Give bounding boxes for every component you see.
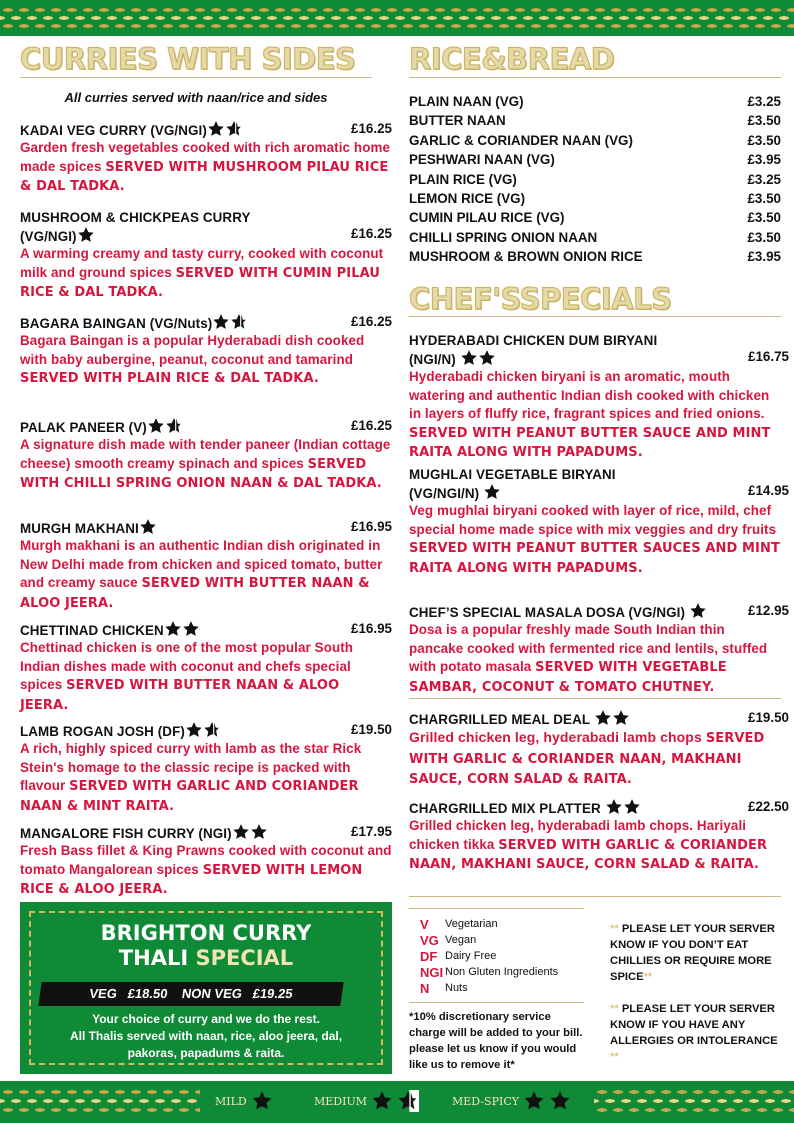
dish-price: £16.25	[351, 418, 392, 433]
rice-bread-item	[409, 208, 781, 227]
curry-item	[20, 620, 392, 715]
legend-abbr: DF	[420, 948, 438, 964]
dish-served-with: SERVED WITH PLAIN RICE & DAL TADKA.	[20, 371, 319, 386]
dish-name: LAMB ROGAN JOSH (DF)	[20, 724, 185, 739]
dish-price: £12.95	[748, 603, 789, 618]
dish-name: CHARGRILLED MIX PLATTER	[409, 801, 601, 816]
dish-served-with: SERVED WITH PEANUT BUTTER SAUCE AND MINT RAITA ALONG WITH PAPADUMS.	[409, 425, 771, 460]
rice-bread-item	[409, 111, 781, 130]
star-icon	[612, 709, 630, 727]
spice-level	[215, 1090, 273, 1112]
rice-bread-item	[409, 150, 781, 169]
star-icon	[483, 483, 501, 501]
item-name: PLAIN NAAN (VG)	[409, 94, 524, 109]
legend-row	[409, 948, 584, 964]
star-icon	[594, 709, 612, 727]
curry-item	[20, 417, 392, 494]
star-icon	[549, 1090, 571, 1112]
star-icon	[371, 1090, 393, 1112]
dish-price: £16.25	[351, 226, 392, 241]
dish-served-with: SERVED WITH BUTTER NAAN & ALOO JEERA.	[20, 678, 340, 713]
curry-item	[20, 518, 392, 613]
dish-served-with: SERVED WITH CUMIN PILAU RICE & DAL TADKA.	[20, 265, 380, 300]
dish-description: Veg mughlai biryani cooked with layer of rice, mild, chef special home made spice with mix veggies and dry fruits SERVED WITH PEANUT BUTTER SAUCES AND MINT RAITA ALONG WITH PAPADUMS.	[409, 503, 780, 576]
legend-label: Non Gluten Ingredients	[445, 966, 559, 978]
dietary-legend	[409, 908, 584, 1003]
dish-description: Murgh makhani is an authentic Indian dish originated in New Delhi made from chicken and spiced tomato, butter and creamy sauce SERVED WITH BUTTER NAAN & ALOO JEERA.	[20, 538, 383, 611]
dish-served-with: SERVED WITH CHILLI SPRING ONION NAAN & DAL TADKA.	[20, 456, 382, 491]
curry-item	[20, 721, 392, 816]
legend-abbr: VG	[420, 932, 439, 948]
half-star-icon	[203, 721, 221, 739]
chef-specials-heading: CHEF'SSPECIALS	[409, 282, 672, 316]
item-price: £3.50	[747, 210, 781, 226]
dish-served-with: SERVED WITH BUTTER NAAN & ALOO JEERA.	[20, 576, 370, 611]
dish-name: HYDERABADI CHICKEN DUM BIRYANI	[409, 333, 658, 348]
dish-name: MANGALORE FISH CURRY (NGI)	[20, 826, 232, 841]
thali-title-line1: BRIGHTON CURRY	[100, 921, 312, 945]
dish-description: Dosa is a popular freshly made South Indian thin pancake cooked with fermented rice and lentils, stuffed with potato masala SERVED WITH VEGETABLE SAMBAR, COCONUT & TOMATO CHUTNEY.	[409, 622, 768, 695]
dish-description: Chettinad chicken is one of the most popular South Indian dishes made with coconut and chefs special spices SERVED WITH BUTTER NAAN & ALOO JEERA.	[20, 640, 354, 713]
star-icon	[212, 313, 230, 331]
top-decorative-band	[0, 0, 794, 36]
rice-bread-item	[409, 92, 781, 111]
legend-row	[409, 932, 584, 948]
legend-row	[409, 964, 584, 980]
legend-label: Nuts	[445, 982, 468, 994]
special-item	[409, 798, 789, 875]
dish-description: A warming creamy and tasty curry, cooked with coconut milk and ground spices SERVED WITH CUMIN PILAU RICE & DAL TADKA.	[20, 246, 384, 300]
dish-description: Garden fresh vegetables cooked with rich aromatic home made spices SERVED WITH MUSHROOM PILAU RICE & DAL TADKA.	[20, 140, 391, 194]
dish-name: CHEF’S SPECIAL MASALA DOSA (VG/NGI)	[409, 605, 686, 620]
item-name: MUSHROOM & BROWN ONION RICE	[409, 249, 643, 265]
dish-price: £16.95	[351, 519, 392, 534]
chilli-note: ** PLEASE LET YOUR SERVER KNOW IF YOU DON’T EAT CHILLIES OR REQUIRE MORE SPICE**	[610, 923, 775, 983]
rice-bread-heading: RICE&BREAD	[409, 42, 615, 76]
dish-name: KADAI VEG CURRY (VG/NGI)	[20, 123, 207, 138]
item-price: £3.95	[747, 249, 781, 265]
allergy-note: ** PLEASE LET YOUR SERVER KNOW IF YOU HAVE ANY ALLERGIES OR INTOLERANCE **	[610, 1003, 778, 1063]
spice-label: MILD	[215, 1094, 247, 1108]
item-price: £3.95	[747, 152, 781, 168]
half-star-icon	[225, 120, 243, 138]
dish-name: MURGH MAKHANI	[20, 521, 139, 536]
item-price: £3.50	[747, 113, 781, 129]
curries-subtitle: All curries served with naan/rice and sides	[64, 90, 328, 105]
rice-bread-item	[409, 228, 781, 247]
special-item	[409, 709, 789, 790]
item-name: GARLIC & CORIANDER NAAN (VG)	[409, 132, 633, 148]
item-price: £3.25	[747, 171, 781, 187]
spice-label: MED-SPICY	[452, 1094, 519, 1108]
special-item	[409, 602, 789, 697]
dish-served-with: SERVED WITH VEGETABLE SAMBAR, COCONUT & TOMATO CHUTNEY.	[409, 660, 727, 695]
rice-bread-item	[409, 189, 781, 208]
dish-description: A signature dish made with tender paneer (Indian cottage cheese) smooth creamy spinach and spices SERVED WITH CHILLI SPRING ONION NAAN & DAL TADKA.	[20, 437, 391, 491]
star-icon	[478, 349, 496, 367]
specials-divider-1	[409, 698, 781, 699]
half-star-icon	[397, 1090, 419, 1112]
dish-served-with: SERVED WITH PEANUT BUTTER SAUCES AND MINT RAITA ALONG WITH PAPADUMS.	[409, 541, 780, 576]
spice-label: MEDIUM	[314, 1094, 367, 1108]
dish-name: MUGHLAI VEGETABLE BIRYANI	[409, 467, 616, 482]
dish-served-with: SERVED WITH GARLIC & CORIANDER NAAN, MAKHANI SAUCE, CORN SALAD & RAITA.	[409, 837, 768, 872]
dish-price: £17.95	[351, 824, 392, 839]
dish-description: Hyderabadi chicken biryani is an aromatic, mouth watering and authentic Indian dish cooked with chicken in layers of fluffy rice, fragrant spices and fried onions. SERVED WITH PEANUT BUTTER SAUCE AND MINT RAITA ALONG WITH PAPADUMS.	[409, 369, 771, 460]
half-star-icon	[230, 313, 248, 331]
dish-price: £16.25	[351, 121, 392, 136]
star-icon	[207, 120, 225, 138]
dish-name: CHETTINAD CHICKEN	[20, 623, 164, 638]
spice-level	[452, 1090, 571, 1112]
specials-divider-2	[409, 896, 781, 897]
dish-served-with: SERVED WITH GARLIC AND CORIANDER NAAN & MINT RAITA.	[20, 779, 359, 814]
star-icon	[182, 620, 200, 638]
dish-price: £22.50	[748, 799, 789, 814]
star-icon	[164, 620, 182, 638]
chef-heading-rule	[409, 316, 781, 317]
thali-description: Your choice of curry and we do the rest. All Thalis served with naan, rice, aloo jeera, dal, pakoras, papadums & raita.	[69, 1012, 343, 1060]
dish-price: £19.50	[351, 722, 392, 737]
item-price: £3.50	[747, 132, 781, 148]
star-icon	[185, 721, 203, 739]
curries-heading-rule	[20, 77, 372, 78]
thali-title-line2: THALI SPECIAL	[118, 946, 294, 970]
legend-row	[409, 980, 584, 996]
star-icon	[250, 823, 268, 841]
dish-price: £16.25	[351, 314, 392, 329]
star-icon	[77, 226, 95, 244]
dish-price: £16.95	[351, 621, 392, 636]
star-icon	[605, 798, 623, 816]
dish-name: PALAK PANEER (V)	[20, 420, 147, 435]
star-icon	[147, 417, 165, 435]
star-icon	[523, 1090, 545, 1112]
dish-name: BAGARA BAINGAN (VG/Nuts)	[20, 316, 213, 331]
dish-description: Fresh Bass fillet & King Prawns cooked with coconut and tomato Mangalorean spices SERVED WITH LEMON RICE & ALOO JEERA.	[20, 843, 392, 897]
star-icon	[139, 518, 157, 536]
legend-label: Vegan	[445, 934, 477, 946]
rice-heading-rule	[409, 77, 781, 78]
legend-abbr: NGI	[420, 964, 444, 980]
dish-description: A rich, highly spiced curry with lamb as the star Rick Stein's homage to the classic recipe is packed with flavour SERVED WITH GARLIC AND CORIANDER NAAN & MINT RAITA.	[20, 741, 362, 814]
item-name: CHILLI SPRING ONION NAAN	[409, 229, 598, 245]
special-item: HYDERABADI CHICKEN DUM BIRYANI (NGI/N) £16.75 Hyderabadi chicken biryani is an aromatic, mouth watering and authentic Indian dish cooked with chicken in layers of fluffy rice, fragrant spices and fried onions. SERVED WITH PEANUT BUTTER SAUCE AND MINT RAITA ALONG WITH PAPADUMS.	[409, 332, 781, 463]
service-charge-note: *10% discretionary service charge will be added to your bill. please let us know if you would like us to remove it*	[409, 1011, 583, 1071]
dish-price: £16.75	[748, 349, 789, 364]
item-name: PLAIN RICE (VG)	[409, 171, 517, 187]
dish-served-with: SERVED WITH GARLIC & CORIANDER NAAN, MAKHANI SAUCE, CORN SALAD & RAITA.	[409, 731, 765, 787]
item-name: CUMIN PILAU RICE (VG)	[409, 210, 565, 226]
star-icon	[251, 1090, 273, 1112]
rice-bread-item	[409, 131, 781, 150]
curries-heading: CURRIES WITH SIDES	[20, 42, 356, 76]
dish-price: £14.95	[748, 483, 789, 498]
legend-abbr: V	[420, 916, 429, 932]
dish-description: Grilled chicken leg, hyderabadi lamb chops. Hariyali chicken tikka SERVED WITH GARLIC & CORIANDER NAAN, MAKHANI SAUCE, CORN SALAD & RAITA.	[409, 818, 768, 872]
legend-label: Vegetarian	[445, 918, 498, 930]
rice-bread-item	[409, 170, 781, 189]
dish-description: Bagara Baingan is a popular Hyderabadi dish cooked with baby aubergine, peanut, coconut and tamarind SERVED WITH PLAIN RICE & DAL TADKA.	[20, 333, 365, 386]
dish-served-with: SERVED WITH MUSHROOM PILAU RICE & DAL TADKA.	[20, 159, 389, 194]
curry-item	[20, 313, 392, 389]
item-price: £3.50	[747, 191, 781, 207]
curry-item: MUSHROOM & CHICKPEAS CURRY (VG/NGI) £16.25 A warming creamy and tasty curry, cooked with coconut milk and ground spices SERVED WITH CUMIN PILAU RICE & DAL TADKA.	[20, 209, 392, 303]
legend-row	[409, 916, 584, 932]
star-icon	[232, 823, 250, 841]
thali-price-bar: VEG £18.50 NON VEG £19.25	[38, 982, 343, 1006]
rice-bread-item	[409, 247, 781, 266]
item-price: £3.50	[747, 229, 781, 245]
half-star-icon	[165, 417, 183, 435]
dish-served-with: SERVED WITH LEMON RICE & ALOO JEERA.	[20, 862, 363, 897]
dish-name: MUSHROOM & CHICKPEAS CURRY	[20, 210, 251, 225]
curry-item	[20, 823, 392, 900]
dish-price: £19.50	[748, 710, 789, 725]
rice-bread-list	[409, 92, 781, 267]
item-name: LEMON RICE (VG)	[409, 191, 526, 207]
special-item: MUGHLAI VEGETABLE BIRYANI (VG/NGI/N) £14.95 Veg mughlai biryani cooked with layer of rice, mild, chef special home made spice with mix veggies and dry fruits SERVED WITH PEANUT BUTTER SAUCES AND MINT RAITA ALONG WITH PAPADUMS.	[409, 466, 781, 578]
item-price: £3.25	[747, 94, 781, 109]
legend-label: Dairy Free	[445, 950, 497, 962]
spice-level	[314, 1090, 419, 1112]
item-name: PESHWARI NAAN (VG)	[409, 152, 555, 168]
legend-abbr: N	[420, 980, 430, 996]
star-icon	[623, 798, 641, 816]
star-icon	[689, 602, 707, 620]
star-icon	[460, 349, 478, 367]
dish-description: Grilled chicken leg, hyderabadi lamb chops SERVED WITH GARLIC & CORIANDER NAAN, MAKHANI SAUCE, CORN SALAD & RAITA.	[409, 729, 765, 787]
item-name: BUTTER NAAN	[409, 113, 506, 129]
curry-item	[20, 120, 392, 197]
dish-name: CHARGRILLED MEAL DEAL	[409, 712, 590, 727]
